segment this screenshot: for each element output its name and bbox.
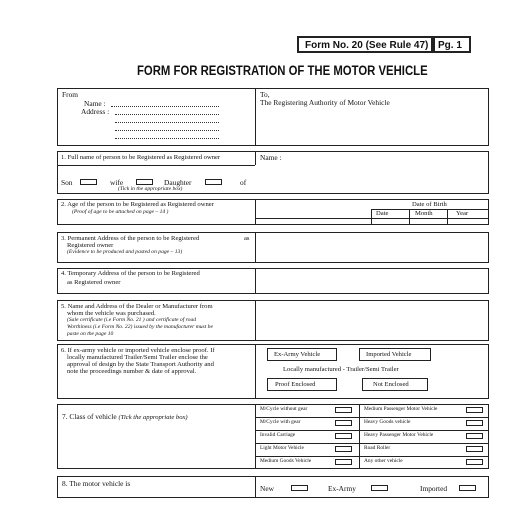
class-left-2-checkbox[interactable] xyxy=(335,433,352,439)
proof-enclosed-option[interactable] xyxy=(267,378,337,391)
authority-label: The Registering Authority of Motor Vehicle xyxy=(260,98,390,107)
s2-hint: (Proof of age to be attached on page – 14 ) xyxy=(72,209,169,215)
class-right-4-checkbox[interactable] xyxy=(466,459,483,465)
s7-col-divider xyxy=(359,404,360,469)
daughter-label: Daughter xyxy=(164,178,192,187)
class-right-0-checkbox[interactable] xyxy=(466,407,483,413)
class-left-0-checkbox[interactable] xyxy=(335,407,352,413)
form-number: Form No. 20 (See Rule 47) xyxy=(305,40,429,51)
class-right-1-checkbox[interactable] xyxy=(466,420,483,426)
wife-label: wife xyxy=(110,178,124,187)
s7-row-2 xyxy=(255,430,489,431)
s6-line-2: locally manufactured Trailer/Semi Trailer enclose the xyxy=(67,354,208,361)
s3-label-1: 3. Permanent Address of the person to be Registered xyxy=(61,235,200,242)
class-right-4: Any other vehicle xyxy=(364,458,403,464)
class-right-2-checkbox[interactable] xyxy=(466,433,483,439)
from-to-divider xyxy=(255,88,256,146)
s8-divider xyxy=(255,476,256,498)
s1-name-label: Name : xyxy=(260,153,282,162)
class-left-1-checkbox[interactable] xyxy=(335,420,352,426)
new-label: New xyxy=(260,484,274,493)
s4-label-2: as Registered owner xyxy=(67,279,121,286)
s7-divider xyxy=(255,404,256,469)
s5-line-4: Worthiness (i.e Form No. 22) issued by the manufacturer must be xyxy=(67,324,213,330)
ex-army-option-label: Ex-Army Vehicle xyxy=(274,351,321,358)
daughter-checkbox[interactable] xyxy=(205,179,222,185)
year-label: Year xyxy=(456,210,469,217)
class-left-3-checkbox[interactable] xyxy=(335,446,352,452)
s7-label-text: 7. Class of vehicle xyxy=(62,412,119,421)
dob-label: Date of Birth xyxy=(412,201,447,208)
s2-divider xyxy=(255,199,256,225)
s3-as: as xyxy=(244,235,250,242)
address-line-2[interactable] xyxy=(115,122,219,123)
wife-checkbox[interactable] xyxy=(136,179,153,185)
s3-hint: (Evidence to be produced and pasted on page – 13) xyxy=(67,249,183,255)
s4-label-1: 4. Temporary Address of the person to be Registered xyxy=(61,270,200,277)
dob-month-field[interactable] xyxy=(409,218,447,225)
s7-row-4 xyxy=(255,456,489,457)
class-left-3: Light Motor Vehicle xyxy=(260,445,304,451)
s2-label: 2. Age of the person to be Registered as Registered owner xyxy=(61,201,214,208)
s3-divider xyxy=(255,232,256,263)
s4-divider xyxy=(255,268,256,294)
s5-line-1: 5. Name and Address of the Dealer or Manufacturer from xyxy=(61,303,213,310)
class-right-1: Heavy Goods vehicle xyxy=(364,419,411,425)
son-checkbox[interactable] xyxy=(80,179,97,185)
s6-line-3: approval of design by the State Transport Authority and xyxy=(67,361,214,368)
imported-checkbox[interactable] xyxy=(459,485,476,491)
s5-line-3: (Sale certificate (i.e Form No. 21 ) and certificate of road xyxy=(67,317,197,323)
not-enclosed-label: Not Enclosed xyxy=(373,381,409,388)
imported-label: Imported xyxy=(420,484,448,493)
locally-manufactured-label: Locally manufactured - Trailer/Semi Trailer xyxy=(283,366,399,373)
class-left-1: M/Cycle with gear xyxy=(260,419,301,425)
ex-army-label: Ex-Army xyxy=(328,484,356,493)
of-label: of xyxy=(240,178,247,187)
dob-year-field[interactable] xyxy=(447,218,489,225)
class-left-2: Invalid Carriage xyxy=(260,432,296,438)
s5-divider xyxy=(255,300,256,341)
s7-row-1 xyxy=(255,417,489,418)
class-right-3: Road Roller xyxy=(364,445,391,451)
month-label: Month xyxy=(415,210,433,217)
address-line-3[interactable] xyxy=(115,130,219,131)
class-left-4-checkbox[interactable] xyxy=(335,459,352,465)
address-line-4[interactable] xyxy=(115,138,219,139)
imported-option[interactable] xyxy=(359,348,431,361)
son-label: Son xyxy=(61,178,73,187)
class-left-4: Medium Goods Vehicle xyxy=(260,458,312,464)
s7-row-3 xyxy=(255,443,489,444)
dob-date-field[interactable] xyxy=(371,218,409,225)
date-label: Date xyxy=(376,210,389,217)
name-label: Name : xyxy=(84,99,106,108)
to-label: To, xyxy=(260,90,270,99)
ex-army-option[interactable] xyxy=(267,348,337,361)
form-title: FORM FOR REGISTRATION OF THE MOTOR VEHICLE xyxy=(137,63,428,78)
imported-option-label: Imported Vehicle xyxy=(366,351,412,358)
s1-hint: (Tick in the appropriate box) xyxy=(118,186,183,192)
not-enclosed-option[interactable] xyxy=(362,378,428,391)
s6-divider xyxy=(255,344,256,399)
address-label: Address : xyxy=(81,107,110,116)
ex-army-checkbox[interactable] xyxy=(371,485,388,491)
s5-line-2: whom the vehicle was purchased. xyxy=(67,310,156,317)
s6-line-1: 6. If ex-army vehicle or imported vehicle enclose proof. If xyxy=(61,347,215,354)
class-right-3-checkbox[interactable] xyxy=(466,446,483,452)
s7-label xyxy=(62,413,188,422)
address-line-1[interactable] xyxy=(115,114,219,115)
s3-label-2: Registered owner xyxy=(67,242,114,249)
s8-label: 8. The motor vehicle is xyxy=(62,479,131,488)
from-label: From xyxy=(62,90,79,99)
class-right-0: Medium Passenger Motor Vehicle xyxy=(364,406,438,412)
s7-hint: (Tick the appropriate box) xyxy=(118,414,188,421)
s1-rule xyxy=(57,165,255,166)
page-number: Pg. 1 xyxy=(438,40,462,51)
proof-enclosed-label: Proof Enclosed xyxy=(275,381,316,388)
s5-line-5: paste on the page 10 xyxy=(67,331,114,337)
s6-line-4: note the proceedings number & date of approval. xyxy=(67,368,197,375)
name-line[interactable] xyxy=(111,106,219,107)
class-left-0: M/Cycle without gear xyxy=(260,406,308,412)
class-right-2: Heavy Passenger Motor Vehicle xyxy=(364,432,434,438)
new-checkbox[interactable] xyxy=(291,485,308,491)
s1-divider xyxy=(255,151,256,165)
s1-label: 1. Full name of person to be Registered as Registered owner xyxy=(61,154,221,161)
